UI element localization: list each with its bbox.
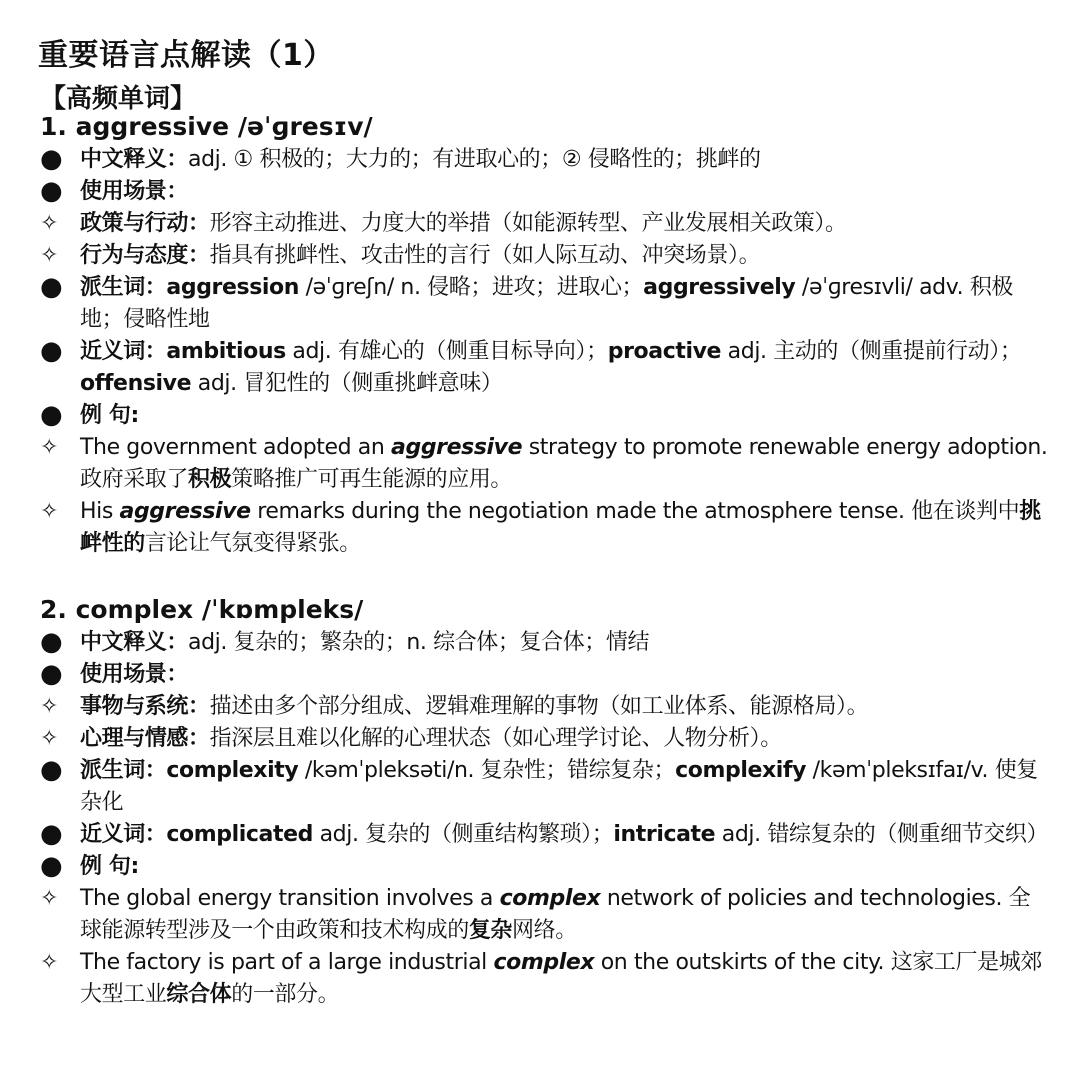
- examples-row: [40, 851, 1050, 883]
- synonym-word: intricate: [613, 822, 716, 847]
- meaning-label: 中文释义：: [80, 147, 189, 172]
- example-keyword: complex: [493, 950, 595, 975]
- example-item: [40, 432, 1050, 496]
- usage-item-text: 指具有挑衅性、攻击性的言行（如人际互动、冲突场景）。: [209, 243, 761, 268]
- usage-item: [40, 240, 1050, 272]
- example-zh-keyword: 复杂: [468, 918, 513, 943]
- diamond-star-icon: ✧: [40, 726, 59, 751]
- synonym-text: adj. 复杂的（侧重结构繁琐）；: [313, 822, 614, 847]
- meaning-text: adj. ① 积极的；大力的；有进取心的；② 侵略性的；挑衅的: [188, 147, 761, 172]
- synonyms-label: 近义词：: [80, 339, 167, 364]
- bullet-icon: ●: [40, 336, 63, 366]
- diamond-star-icon: ✧: [40, 886, 59, 911]
- usage-item: [40, 691, 1050, 723]
- derivative-text: /əˈɡresɪvli/ adv. 积极地；侵略性地: [80, 275, 1014, 332]
- derivatives-row: [40, 755, 1050, 819]
- section-subtitle: 【高频单词】: [40, 84, 197, 114]
- usage-label: 使用场景：: [80, 662, 189, 687]
- synonyms-row: [40, 336, 1050, 400]
- word-heading: 1. aggressive /əˈɡresɪv/: [40, 112, 373, 141]
- bullet-icon: ●: [40, 627, 63, 657]
- example-post: network of policies and technologies. 全球能源转型涉及一个由政策和技术构成的: [80, 886, 1031, 943]
- synonym-word: ambitious: [166, 339, 286, 364]
- bullet-icon: ●: [40, 144, 63, 174]
- meaning-label: 中文释义：: [80, 630, 189, 655]
- meaning-row: [40, 627, 1050, 659]
- synonym-word: offensive: [80, 371, 192, 396]
- synonyms-label: 近义词：: [80, 822, 167, 847]
- diamond-star-icon: ✧: [40, 211, 59, 236]
- example-pre: The factory is part of a large industrial: [80, 950, 494, 975]
- example-item: [40, 496, 1050, 560]
- meaning-text: adj. 复杂的；繁杂的；n. 综合体；复合体；情结: [188, 630, 650, 655]
- derivative-word: aggression: [166, 275, 300, 300]
- example-zh-post: 言论让气氛变得紧张。: [144, 531, 361, 556]
- synonym-word: proactive: [607, 339, 722, 364]
- example-keyword: aggressive: [391, 435, 523, 460]
- usage-item: [40, 723, 1050, 755]
- word-heading: 2. complex /ˈkɒmpleks/: [40, 595, 364, 624]
- example-pre: The global energy transition involves a: [80, 886, 500, 911]
- synonyms-row: [40, 819, 1050, 851]
- bullet-icon: ●: [40, 272, 63, 302]
- usage-item-text: 形容主动推进、力度大的举措（如能源转型、产业发展相关政策）。: [209, 211, 847, 236]
- usage-item: [40, 208, 1050, 240]
- bullet-icon: ●: [40, 176, 63, 206]
- derivatives-label: 派生词：: [80, 758, 167, 783]
- example-pre: His: [80, 499, 120, 524]
- synonym-text: adj. 有雄心的（侧重目标导向）；: [285, 339, 608, 364]
- derivative-text: /kəmˈpleksəti/n. 复杂性；错综复杂；: [298, 758, 676, 783]
- diamond-star-icon: ✧: [40, 694, 59, 719]
- synonym-text: adj. 冒犯性的（侧重挑衅意味）: [191, 371, 503, 396]
- bullet-icon: ●: [40, 819, 63, 849]
- word-entry-complex: [40, 593, 1050, 1011]
- example-zh-keyword: 挑衅性的: [80, 499, 1041, 556]
- example-keyword: complex: [499, 886, 601, 911]
- meaning-row: [40, 144, 1050, 176]
- diamond-star-icon: ✧: [40, 435, 59, 460]
- derivative-word: complexify: [675, 758, 807, 783]
- word-entry-aggressive: [40, 110, 1050, 560]
- usage-row: [40, 659, 1050, 691]
- synonym-text: adj. 主动的（侧重提前行动）；: [721, 339, 1022, 364]
- usage-row: [40, 176, 1050, 208]
- page-title: 重要语言点解读（1）: [38, 38, 334, 73]
- usage-item-text: 描述由多个部分组成、逻辑难理解的事物（如工业体系、能源格局）。: [209, 694, 869, 719]
- diamond-star-icon: ✧: [40, 499, 59, 524]
- diamond-star-icon: ✧: [40, 950, 59, 975]
- example-item: [40, 883, 1050, 947]
- example-zh-keyword: 积极: [188, 467, 232, 492]
- usage-label: 使用场景：: [80, 179, 189, 204]
- derivatives-label: 派生词：: [80, 275, 167, 300]
- example-item: [40, 947, 1050, 1011]
- example-zh-keyword: 综合体: [166, 982, 232, 1007]
- example-zh-post: 网络。: [512, 918, 577, 943]
- synonym-word: complicated: [166, 822, 313, 847]
- derivatives-row: [40, 272, 1050, 336]
- example-zh-post: 的一部分。: [231, 982, 340, 1007]
- example-post: strategy to promote renewable energy adoption. 政府采取了: [80, 435, 1048, 492]
- example-post: on the outskirts of the city. 这家工厂是城郊大型工业: [80, 950, 1042, 1007]
- bullet-icon: ●: [40, 755, 63, 785]
- usage-item-text: 指深层且难以化解的心理状态（如心理学讨论、人物分析）。: [209, 726, 782, 751]
- derivative-word: aggressively: [643, 275, 796, 300]
- diamond-star-icon: ✧: [40, 243, 59, 268]
- usage-item-label: 事物与系统：: [80, 694, 210, 719]
- example-post: remarks during the negotiation made the atmosphere tense. 他在谈判中: [250, 499, 1020, 524]
- example-zh-post: 策略推广可再生能源的应用。: [231, 467, 513, 492]
- usage-item-label: 行为与态度：: [80, 243, 210, 268]
- bullet-icon: ●: [40, 851, 63, 881]
- examples-label: 例 句:: [80, 403, 139, 428]
- example-keyword: aggressive: [119, 499, 251, 524]
- example-pre: The government adopted an: [80, 435, 392, 460]
- derivative-text: /kəmˈpleksɪfaɪ/v. 使复杂化: [80, 758, 1038, 815]
- usage-item-label: 心理与情感：: [80, 726, 210, 751]
- bullet-icon: ●: [40, 659, 63, 689]
- examples-row: [40, 400, 1050, 432]
- examples-label: 例 句:: [80, 854, 139, 879]
- synonym-text: adj. 错综复杂的（侧重细节交织）: [715, 822, 1049, 847]
- usage-item-label: 政策与行动：: [80, 211, 210, 236]
- derivative-text: /əˈɡreʃn/ n. 侵略；进攻；进取心；: [299, 275, 644, 300]
- derivative-word: complexity: [166, 758, 299, 783]
- bullet-icon: ●: [40, 400, 63, 430]
